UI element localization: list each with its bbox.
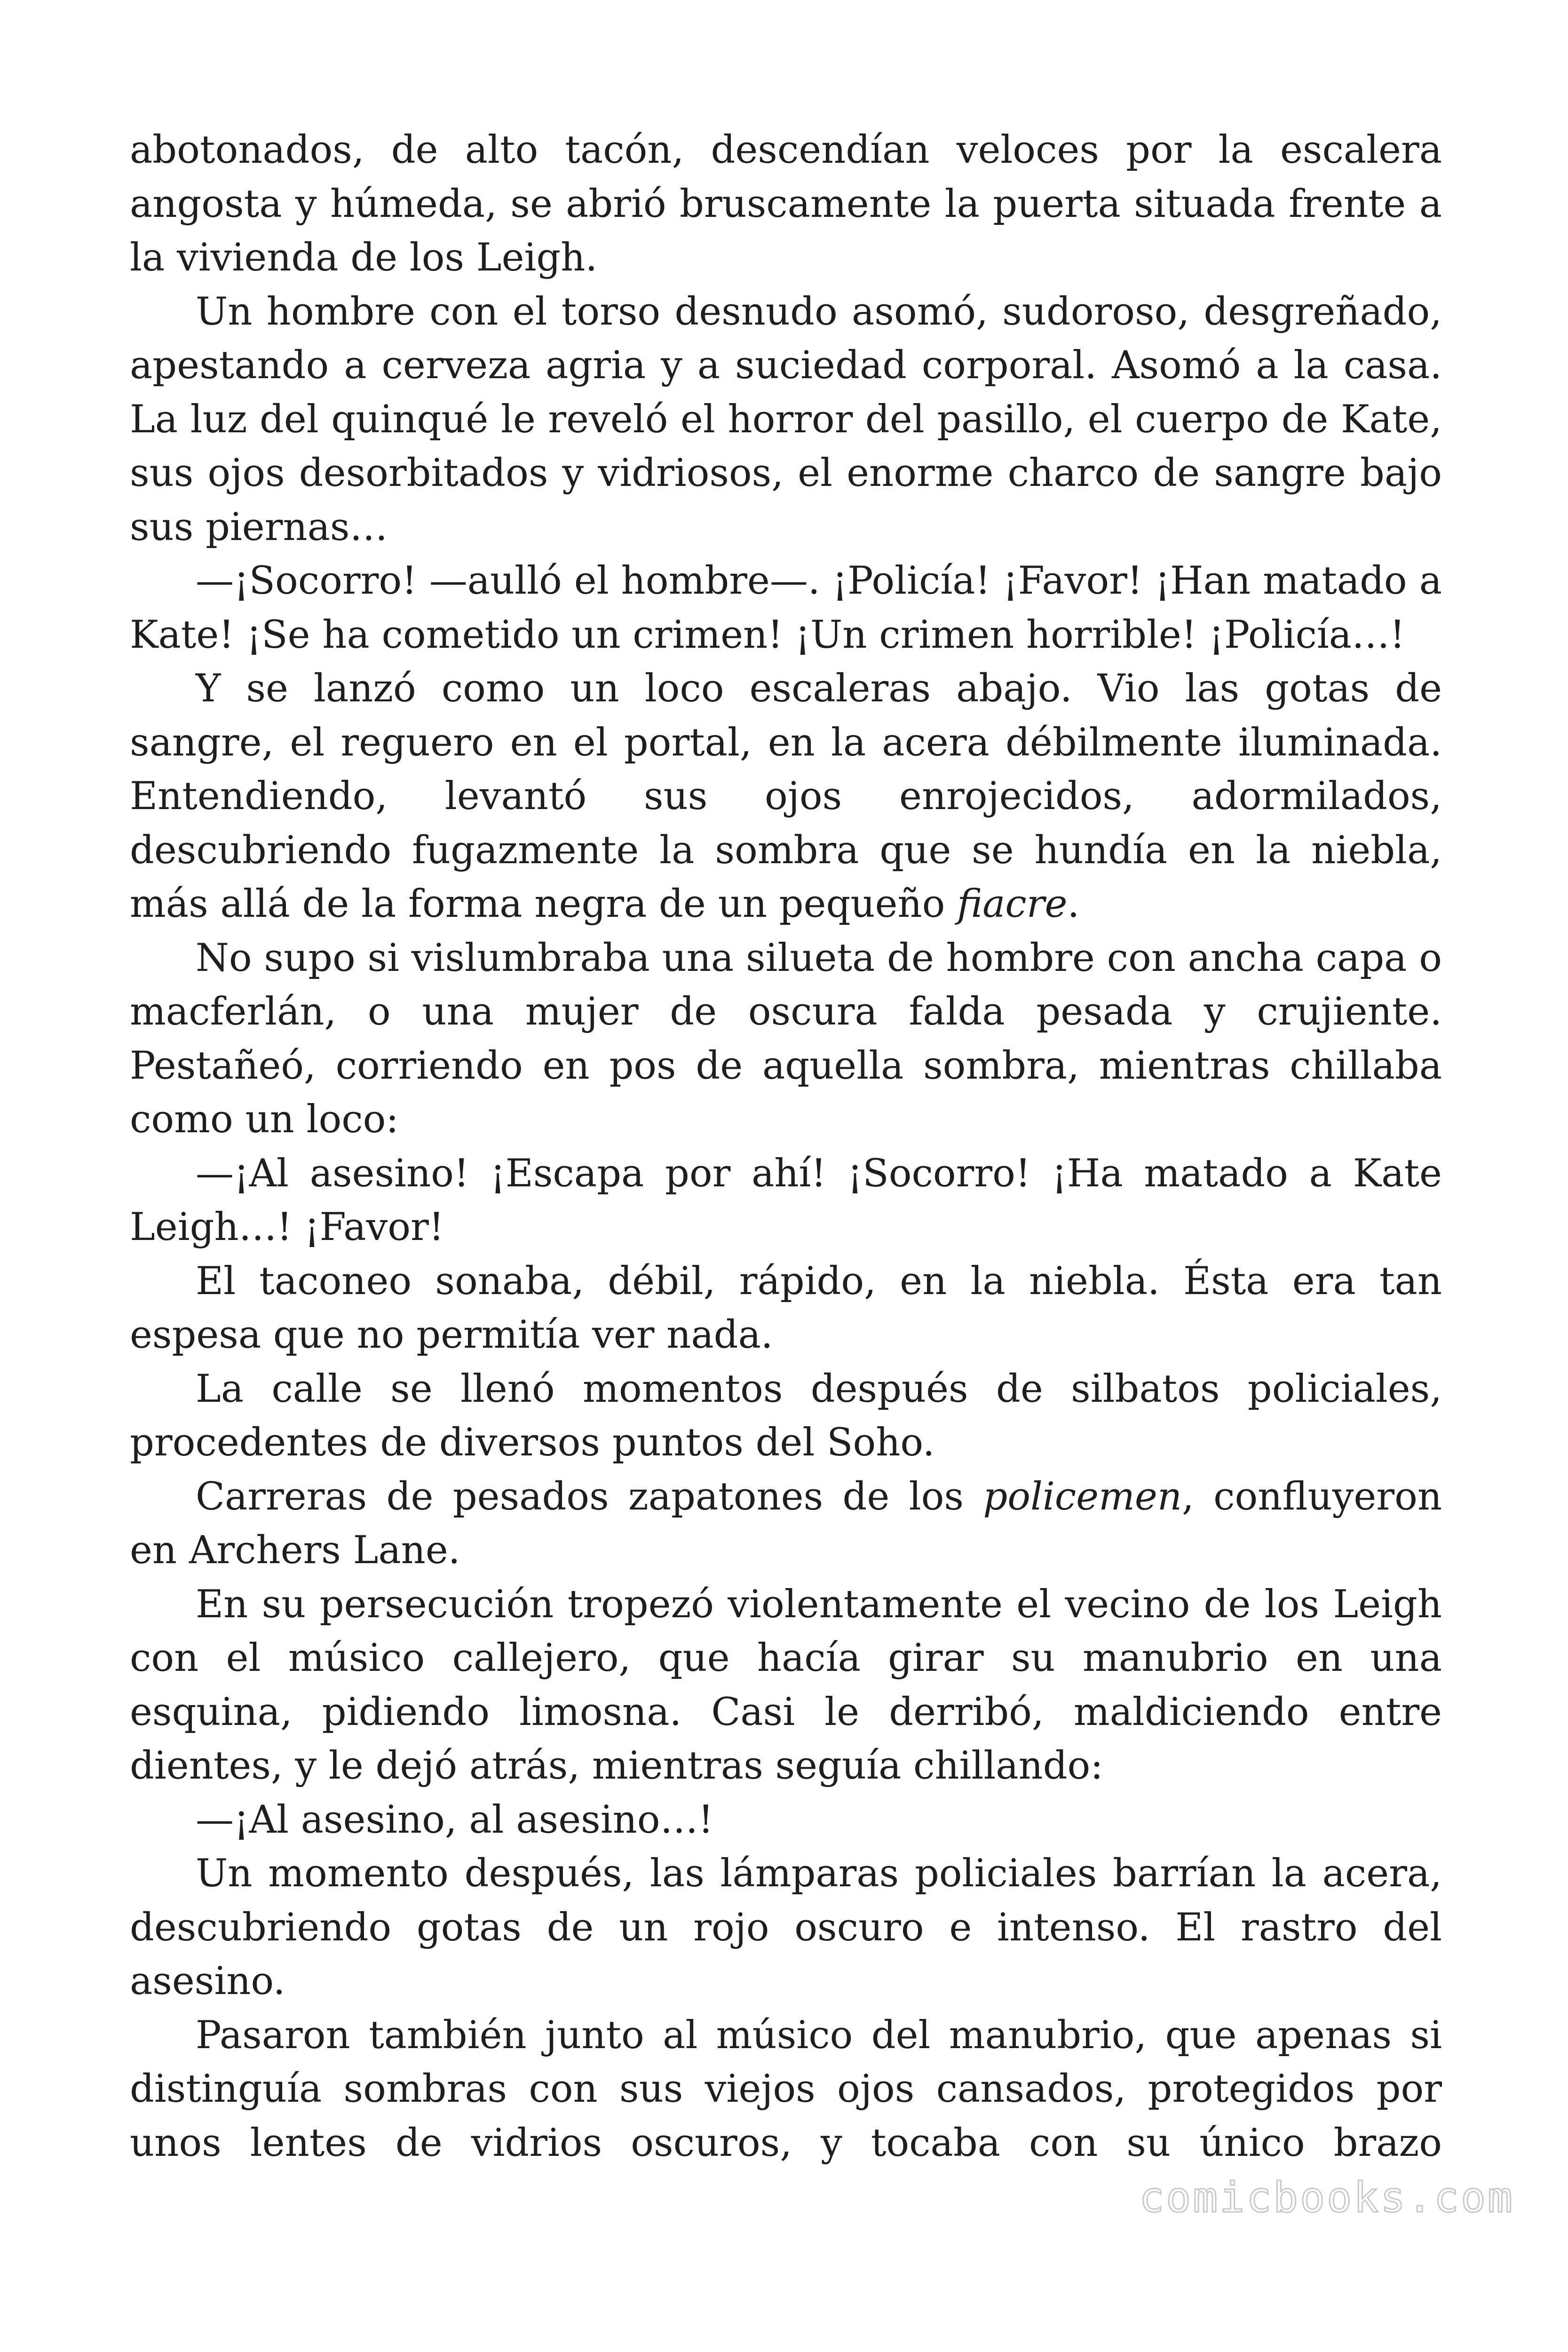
paragraph xyxy=(130,123,1442,285)
body-text xyxy=(130,123,1442,2170)
text-run: El taconeo sonaba, débil, rápido, en la niebla. Ésta era tan espesa que no permitía ver nada. xyxy=(130,1259,1442,1357)
paragraph xyxy=(130,1147,1442,1255)
watermark-logo: comicbooks.com xyxy=(1139,2173,1514,2222)
text-run: Un momento después, las lámparas policiales barrían la acera, descubriendo gotas de un rojo oscuro e intenso. El rastro del asesino. xyxy=(130,1851,1442,2003)
paragraph xyxy=(130,554,1442,662)
paragraph xyxy=(130,1578,1442,1793)
italic-text: policemen xyxy=(983,1474,1182,1519)
text-run: Y se lanzó como un loco escaleras abajo. Vio las gotas de sangre, el reguero en el portal, en la acera débilmente iluminada. Entendiendo, levantó sus ojos enrojecidos, adormilados, descubriendo fugazmente la sombra que se hundía en la niebla, más allá de la forma negra de un pequeño xyxy=(130,667,1442,926)
text-run: —¡Socorro! —aulló el hombre—. ¡Policía! ¡Favor! ¡Han matado a Kate! ¡Se ha cometido un crimen! ¡Un crimen horrible! ¡Policía…! xyxy=(130,559,1442,657)
paragraph xyxy=(130,1255,1442,1362)
text-run: No supo si vislumbraba una silueta de hombre con ancha capa o macferlán, o una mujer de oscura falda pesada y crujiente. Pestañeó, corriendo en pos de aquella sombra, mientras chillaba como un loco: xyxy=(130,936,1442,1142)
text-run: La calle se llenó momentos después de silbatos policiales, procedentes de diversos puntos del Soho. xyxy=(130,1367,1442,1465)
text-run: , confluyeron en Archers Lane. xyxy=(130,1474,1442,1573)
paragraph xyxy=(130,931,1442,1147)
paragraph xyxy=(130,1470,1442,1578)
text-run: Pasaron también junto al músico del manubrio, que apenas si distinguía sombras con sus viejos ojos cansados, protegidos por unos lentes de vidrios oscuros, y tocaba con su único brazo xyxy=(130,2013,1442,2165)
paragraph xyxy=(130,1362,1442,1470)
paragraph xyxy=(130,285,1442,555)
paragraph xyxy=(130,1847,1442,2009)
text-run: . xyxy=(1067,882,1080,926)
text-run: Carreras de pesados zapatones de los xyxy=(196,1474,983,1519)
italic-text: fiacre xyxy=(957,882,1068,926)
text-run: Un hombre con el torso desnudo asomó, sudoroso, desgreñado, apestando a cerveza agria y a suciedad corporal. Asomó a la casa. La luz del quinqué le reveló el horror del pasillo, el cuerpo de Kate, sus ojos desorbitados y vidriosos, el enorme charco de sangre bajo sus piernas… xyxy=(130,289,1442,549)
text-run: —¡Al asesino, al asesino…! xyxy=(196,1797,714,1842)
text-run: abotonados, de alto tacón, descendían veloces por la escalera angosta y húmeda, se abrió bruscamente la puerta situada frente a la vivienda de los Leigh. xyxy=(130,128,1442,280)
paragraph xyxy=(130,1793,1442,1847)
text-run: En su persecución tropezó violentamente el vecino de los Leigh con el músico callejero, que hacía girar su manubrio en una esquina, pidiendo limosna. Casi le derribó, maldiciendo entre dientes, y le dejó atrás, mientras seguía chillando: xyxy=(130,1582,1442,1788)
paragraph xyxy=(130,2009,1442,2170)
text-run: —¡Al asesino! ¡Escapa por ahí! ¡Socorro! ¡Ha matado a Kate Leigh…! ¡Favor! xyxy=(130,1151,1442,1249)
paragraph xyxy=(130,662,1442,931)
